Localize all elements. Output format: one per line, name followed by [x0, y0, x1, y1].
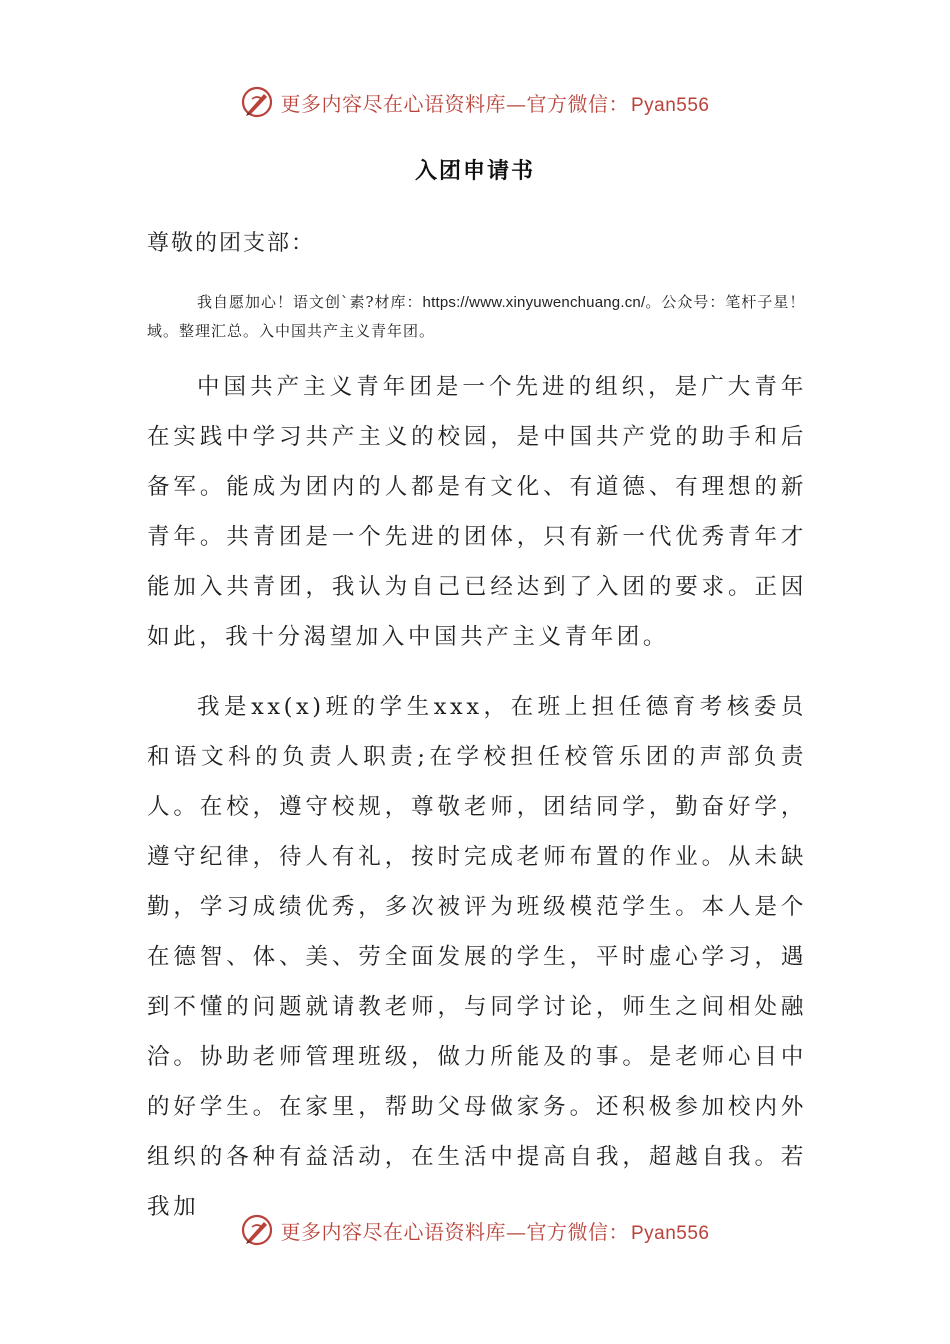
- source-note: [147, 288, 807, 345]
- banner-text: 更多内容尽在心语资料库—官方微信： Pyan556: [280, 91, 710, 116]
- source-link[interactable]: https://www.xinyuwenchuang.cn/: [422, 294, 646, 311]
- banner-content: [240, 1213, 709, 1247]
- document-title: 入团申请书: [414, 158, 535, 184]
- banner-text: 更多内容尽在心语资料库—官方微信： Pyan556: [280, 1219, 710, 1244]
- pen-logo-icon: [240, 85, 274, 119]
- note-prefix: 我自愿加心！语文创`素?材库：: [197, 293, 423, 311]
- note-suffix: 。公众号：笔杆子星！域。整理汇总。入中国共产主义青年团。: [147, 293, 806, 340]
- header-banner: [0, 82, 950, 122]
- body-paragraph-1: 中国共产主义青年团是一个先进的组织，是广大青年在实践中学习共产主义的校园，是中国共产党的助手和后备军。能成为团内的人都是有文化、有道德、有理想的新青年。共青团是一个先进的团体，只有新一代优秀青年才能加入共青团，我认为自己已经达到了入团的要求。正因如此，我十分渴望加入中国共产主义青年团。: [147, 374, 807, 650]
- wechat-id: Pyan556: [630, 94, 710, 116]
- banner-content: [240, 85, 709, 119]
- body-paragraph-2: 我是xx(x)班的学生xxx，在班上担任德育考核委员和语文科的负责人职责;在学校担任校管乐团的声部负责人。在校，遵守校规，尊敬老师，团结同学，勤奋好学，遵守纪律，待人有礼，按时完成老师布置的作业。从未缺勤，学习成绩优秀，多次被评为班级模范学生。本人是个在德智、体、美、劳全面发展的学生，平时虚心学习，遇到不懂的问题就请教老师，与同学讨论，师生之间相处融洽。协助老师管理班级，做力所能及的事。是老师心目中的好学生。在家里，帮助父母做家务。还积极参加校内外组织的各种有益活动，在生活中提高自我，超越自我。若我加: [147, 694, 807, 1220]
- footer-banner: [0, 1210, 950, 1250]
- wechat-id: Pyan556: [630, 1222, 710, 1244]
- salutation: 尊敬的团支部：: [147, 231, 316, 256]
- pen-logo-icon: [240, 1213, 274, 1247]
